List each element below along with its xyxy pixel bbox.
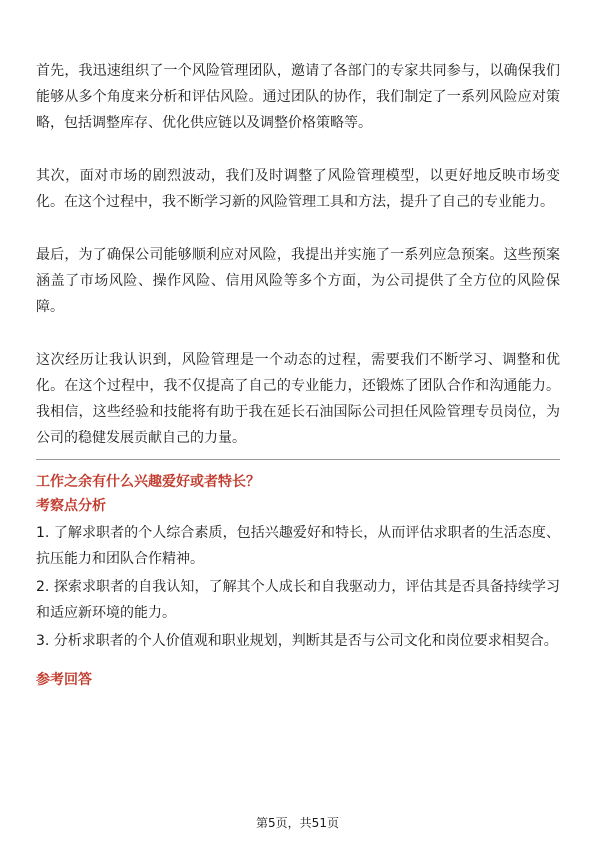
list-item: 1. 了解求职者的个人综合素质，包括兴趣爱好和特长，从而评估求职者的生活态度、抗压能力和团队合作精神。 — [36, 525, 560, 567]
question-heading: 工作之余有什么兴趣爱好或者特长？ — [36, 474, 260, 490]
body-paragraph: 其次，面对市场的剧烈波动，我们及时调整了风险管理模型，以更好地反映市场变化。在这个过程中，我不断学习新的风险管理工具和方法，提升了自己的专业能力。 — [36, 168, 560, 210]
list-item: 2. 探索求职者的自我认知，了解其个人成长和自我驱动力，评估其是否具备持续学习和适应新环境的能力。 — [36, 579, 560, 621]
body-paragraph: 首先，我迅速组织了一个风险管理团队，邀请了各部门的专家共同参与，以确保我们能够从多个角度来分析和评估风险。通过团队的协作，我们制定了一系列风险应对策略，包括调整库存、优化供应链以及调整价格策略等。 — [36, 63, 560, 131]
analysis-list — [36, 520, 560, 654]
answer-heading: 参考回答 — [36, 672, 92, 688]
document-body — [36, 58, 560, 692]
page-footer: 第5页，共51页 — [256, 816, 339, 830]
body-paragraph: 最后，为了确保公司能够顺利应对风险，我提出并实施了一系列应急预案。这些预案涵盖了市场风险、操作风险、信用风险等多个方面，为公司提供了全方位的风险保障。 — [36, 247, 560, 315]
section-divider — [36, 459, 560, 460]
analysis-heading: 考察点分析 — [36, 498, 106, 514]
body-paragraph: 这次经历让我认识到，风险管理是一个动态的过程，需要我们不断学习、调整和优化。在这个过程中，我不仅提高了自己的专业能力，还锻炼了团队合作和沟通能力。我相信，这些经验和技能将有助于我在延长石油国际公司担任风险管理专员岗位，为公司的稳健发展贡献自己的力量。 — [36, 352, 560, 446]
list-item: 3. 分析求职者的个人价值观和职业规划，判断其是否与公司文化和岗位要求相契合。 — [36, 633, 558, 649]
